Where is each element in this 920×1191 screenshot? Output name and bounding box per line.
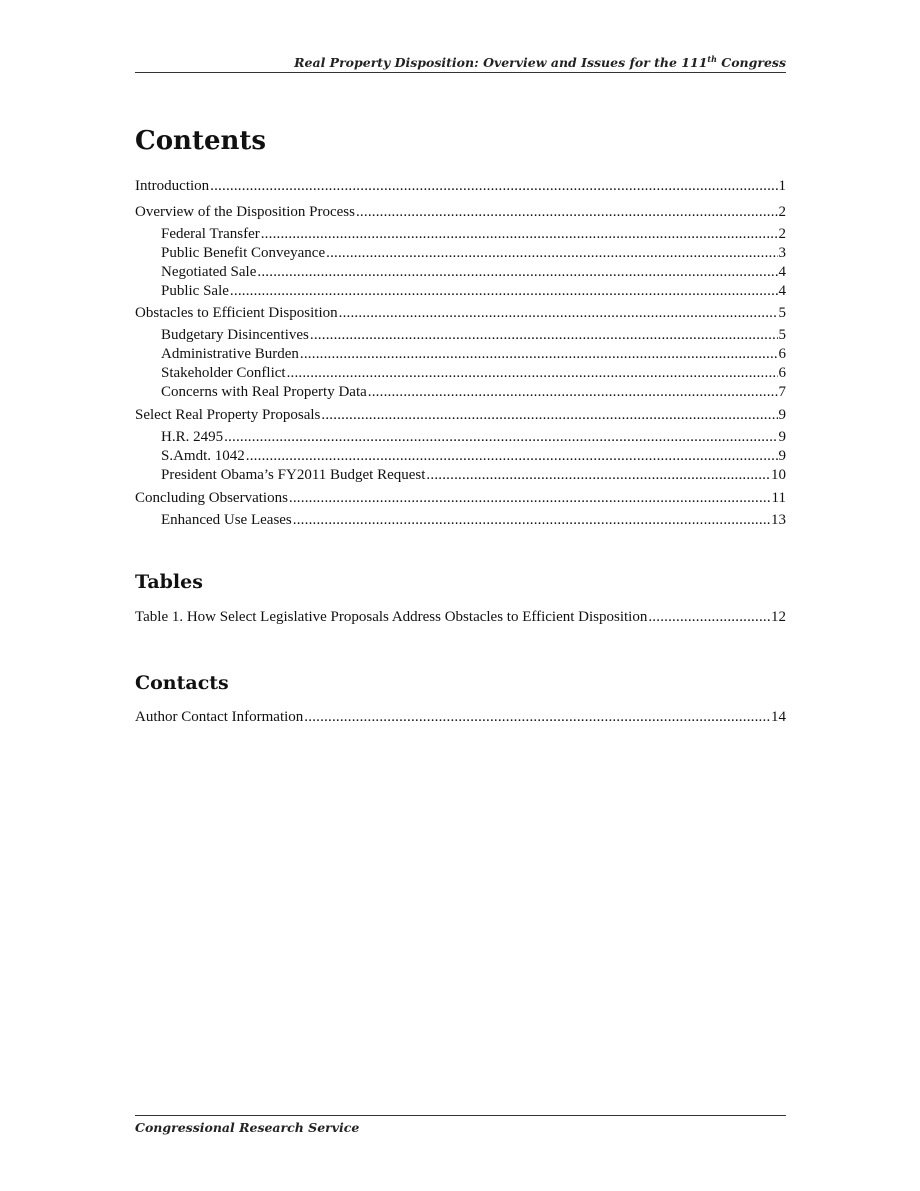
running-header-title-tail: Congress [716, 55, 786, 70]
toc-page-number: 7 [778, 384, 786, 400]
toc-page-number: 1 [778, 178, 786, 194]
toc-entry-administrative-burden[interactable]: Administrative Burden ..... 6 [161, 344, 786, 364]
contents-heading: Contents [135, 126, 267, 156]
toc-entry-obstacles[interactable]: Obstacles to Efficient Disposition ..... 5 [135, 303, 786, 323]
dot-leader [356, 202, 778, 222]
toc-entry-budgetary-disincentives[interactable]: Budgetary Disincentives ..... 5 [161, 325, 786, 345]
toc-entry-public-benefit-conveyance[interactable]: Public Benefit Conveyance ..... 3 [161, 243, 786, 263]
toc-entry-negotiated-sale[interactable]: Negotiated Sale ..... 4 [161, 262, 786, 282]
toc-entry-public-sale[interactable]: Public Sale ..... 4 [161, 281, 786, 301]
dot-leader [368, 382, 778, 402]
toc-page-number: 6 [778, 346, 786, 362]
dot-leader [261, 224, 778, 244]
tables-heading: Tables [135, 571, 203, 593]
toc-entry-real-property-data[interactable]: Concerns with Real Property Data ..... 7 [161, 382, 786, 402]
toc-page-number: 9 [778, 429, 786, 445]
toc-page-number: 2 [778, 226, 786, 242]
toc-page-number: 5 [778, 327, 786, 343]
toc-page-number: 14 [771, 709, 786, 725]
toc-entry-select-proposals[interactable]: Select Real Property Proposals ..... 9 [135, 405, 786, 425]
toc-entry-s-amdt-1042[interactable]: S.Amdt. 1042 ..... 9 [161, 446, 786, 466]
dot-leader [230, 281, 778, 301]
dot-leader [287, 363, 778, 383]
running-header-title: Real Property Disposition: Overview and Issues for the 111 [294, 55, 708, 70]
running-header [135, 54, 786, 72]
dot-leader [289, 488, 771, 508]
toc-page-number: 5 [778, 305, 786, 321]
running-footer: Congressional Research Service [135, 1120, 360, 1135]
toc-entry-federal-transfer[interactable]: Federal Transfer ..... 2 [161, 224, 786, 244]
dot-leader [210, 176, 777, 196]
toc-entry-table-1[interactable]: Table 1. How Select Legislative Proposals Address Obstacles to Efficient Disposition ..... 12 [135, 607, 786, 627]
dot-leader [304, 707, 770, 727]
toc-entry-author-contact[interactable]: Author Contact Information ..... 14 [135, 707, 786, 727]
toc-entry-fy2011-budget-request[interactable]: President Obama’s FY2011 Budget Request ..... 10 [161, 465, 786, 485]
dot-leader [339, 303, 778, 323]
dot-leader [293, 510, 770, 530]
toc-entry-concluding-observations[interactable]: Concluding Observations ..... 11 [135, 488, 786, 508]
toc-entry-stakeholder-conflict[interactable]: Stakeholder Conflict ..... 6 [161, 363, 786, 383]
dot-leader [257, 262, 777, 282]
toc-entry-enhanced-use-leases[interactable]: Enhanced Use Leases ..... 13 [161, 510, 786, 530]
dot-leader [224, 427, 777, 447]
toc-page-number: 9 [778, 448, 786, 464]
toc-page-number: 6 [778, 365, 786, 381]
dot-leader [246, 446, 778, 466]
header-rule [135, 72, 786, 73]
dot-leader [326, 243, 777, 263]
toc-page-number: 10 [771, 467, 786, 483]
contacts-heading: Contacts [135, 672, 229, 694]
running-header-superscript: th [707, 53, 717, 64]
dot-leader [300, 344, 778, 364]
toc-entry-introduction[interactable]: Introduction ..... 1 [135, 176, 786, 196]
footer-rule [135, 1115, 786, 1116]
dot-leader [648, 607, 770, 627]
toc-page-number: 3 [778, 245, 786, 261]
toc-entry-overview[interactable]: Overview of the Disposition Process ..... 2 [135, 202, 786, 222]
toc-page-number: 4 [778, 264, 786, 280]
toc-page-number: 13 [771, 512, 786, 528]
toc-entry-hr-2495[interactable]: H.R. 2495 ..... 9 [161, 427, 786, 447]
toc-page-number: 2 [778, 204, 786, 220]
dot-leader [321, 405, 777, 425]
toc-page-number: 9 [778, 407, 786, 423]
toc-page-number: 12 [771, 609, 786, 625]
toc-page-number: 4 [778, 283, 786, 299]
dot-leader [426, 465, 770, 485]
dot-leader [310, 325, 778, 345]
toc-page-number: 11 [771, 490, 786, 506]
